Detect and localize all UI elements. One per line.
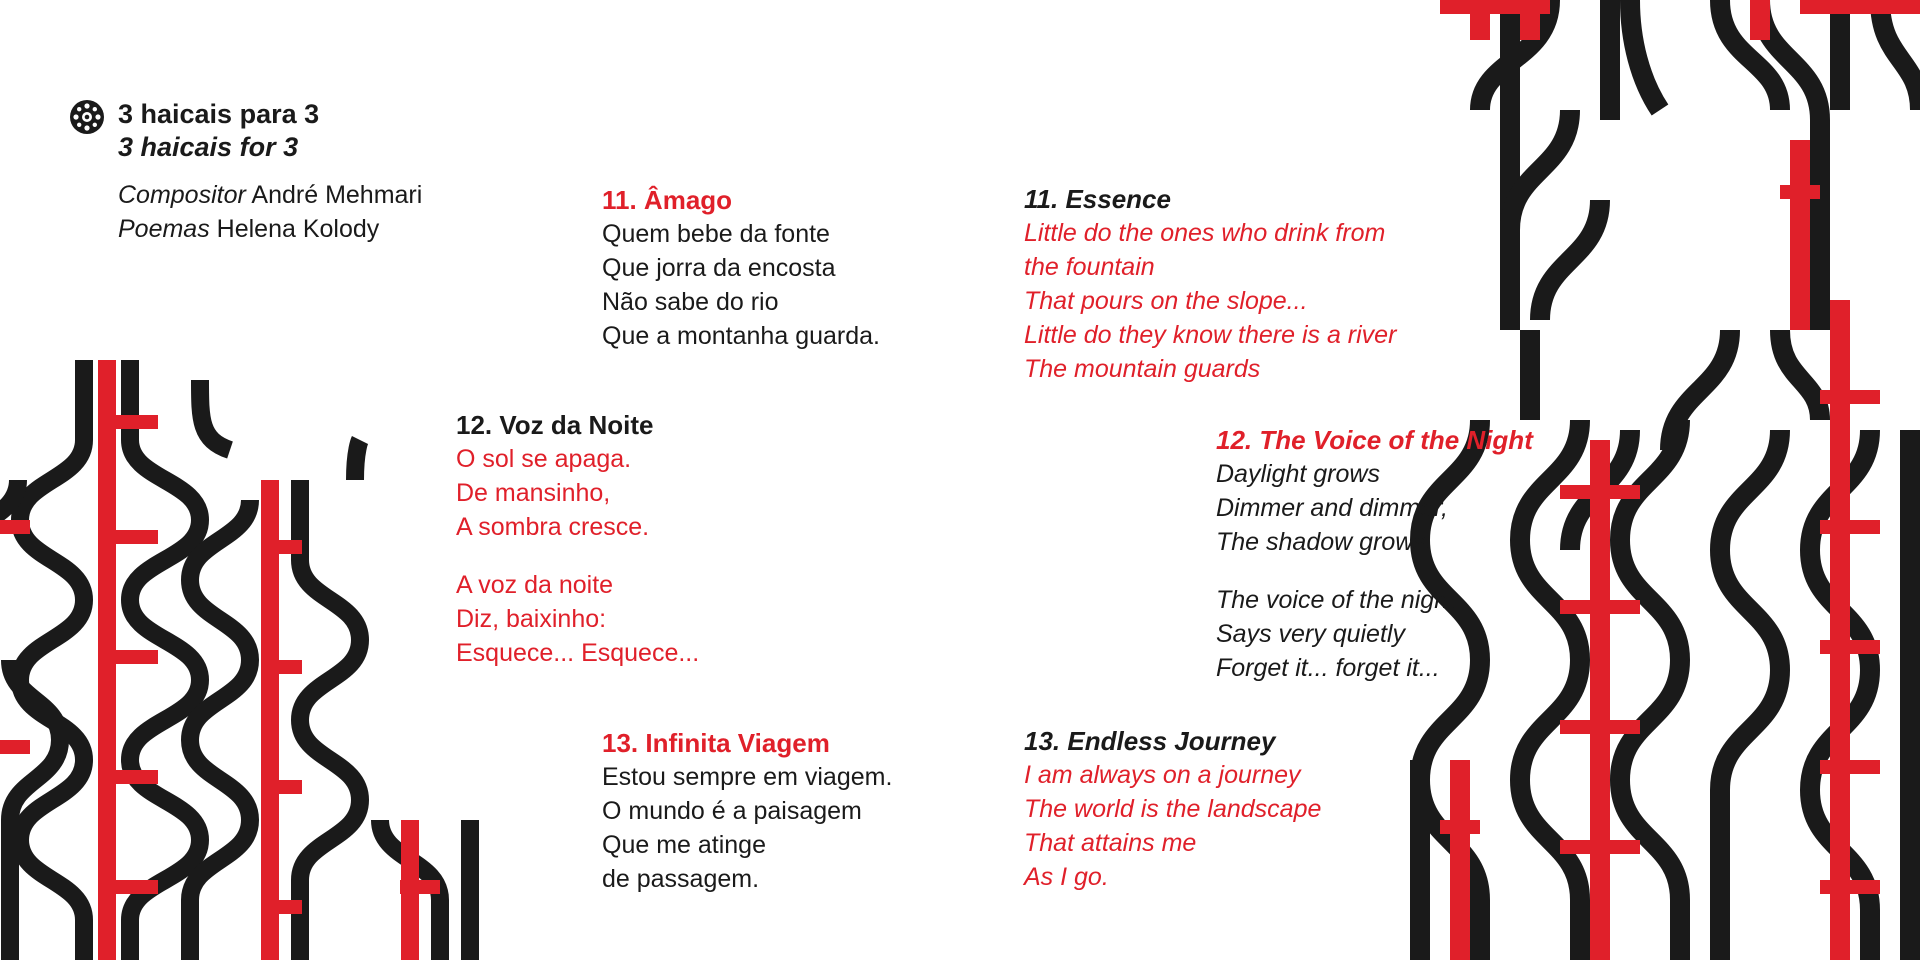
poem-line: Que jorra da encosta: [602, 254, 836, 282]
rosette-seal-icon: [68, 98, 106, 136]
poem-title: 11. Âmago: [602, 185, 733, 215]
poem-line: That pours on the slope...: [1024, 287, 1308, 315]
poems-name: Helena Kolody: [216, 215, 380, 243]
composer-name: André Mehmari: [251, 181, 423, 209]
poem-line: de passagem.: [602, 865, 760, 893]
title-english: 3 haicais for 3: [118, 132, 299, 162]
poem-line: Que me atinge: [602, 831, 766, 859]
poem-line: The voice of the night: [1216, 586, 1456, 614]
poems-label: Poemas: [118, 215, 210, 243]
poem-line: That attains me: [1024, 829, 1197, 857]
poem-line: De mansinho,: [456, 479, 611, 507]
poem-line: Que a montanha guarda.: [602, 322, 880, 350]
poem-line: Dimmer and dimmer,: [1216, 494, 1448, 522]
poem-line: Esquece... Esquece...: [456, 639, 700, 667]
poem-line: The mountain guards: [1024, 355, 1261, 383]
poem-line: Little do they know there is a river: [1024, 321, 1397, 349]
poem-title: 11. Essence: [1024, 184, 1171, 214]
poem-en-12: [1216, 423, 1533, 685]
composer-label: Compositor: [118, 181, 246, 209]
poems-credit: [118, 212, 422, 246]
poem-line: O mundo é a paisagem: [602, 797, 862, 825]
title-portuguese: 3 haicais para 3: [118, 99, 320, 129]
poem-line: Quem bebe da fonte: [602, 220, 830, 248]
poem-line: O sol se apaga.: [456, 445, 632, 473]
poem-en-11: [1024, 182, 1396, 386]
poem-line: The shadow grows.: [1216, 528, 1433, 556]
poem-pt-13: [602, 726, 892, 896]
poem-title: 12. The Voice of the Night: [1216, 425, 1533, 455]
poem-line: Little do the ones who drink from: [1024, 219, 1386, 247]
poem-line: As I go.: [1024, 863, 1109, 891]
poem-line: Says very quietly: [1216, 620, 1405, 648]
poem-title: 13. Infinita Viagem: [602, 728, 830, 758]
poem-line: The world is the landscape: [1024, 795, 1322, 823]
poem-line: Daylight grows: [1216, 460, 1380, 488]
poem-line: A sombra cresce.: [456, 513, 650, 541]
poem-line: Diz, baixinho:: [456, 605, 607, 633]
decorative-pattern-left: [0, 360, 520, 960]
poem-line: Estou sempre em viagem.: [602, 763, 893, 791]
poem-line: A voz da noite: [456, 571, 614, 599]
poem-pt-11: [602, 183, 880, 353]
poem-line: Não sabe do rio: [602, 288, 779, 316]
poem-line: the fountain: [1024, 253, 1155, 281]
poem-pt-12: [456, 408, 699, 670]
poem-line: I am always on a journey: [1024, 761, 1301, 789]
poem-title: 12. Voz da Noite: [456, 410, 654, 440]
composer-credit: [118, 178, 422, 212]
poem-title: 13. Endless Journey: [1024, 726, 1276, 756]
album-track-header: [68, 98, 422, 246]
poem-line: Forget it... forget it...: [1216, 654, 1440, 682]
poem-en-13: [1024, 724, 1321, 894]
